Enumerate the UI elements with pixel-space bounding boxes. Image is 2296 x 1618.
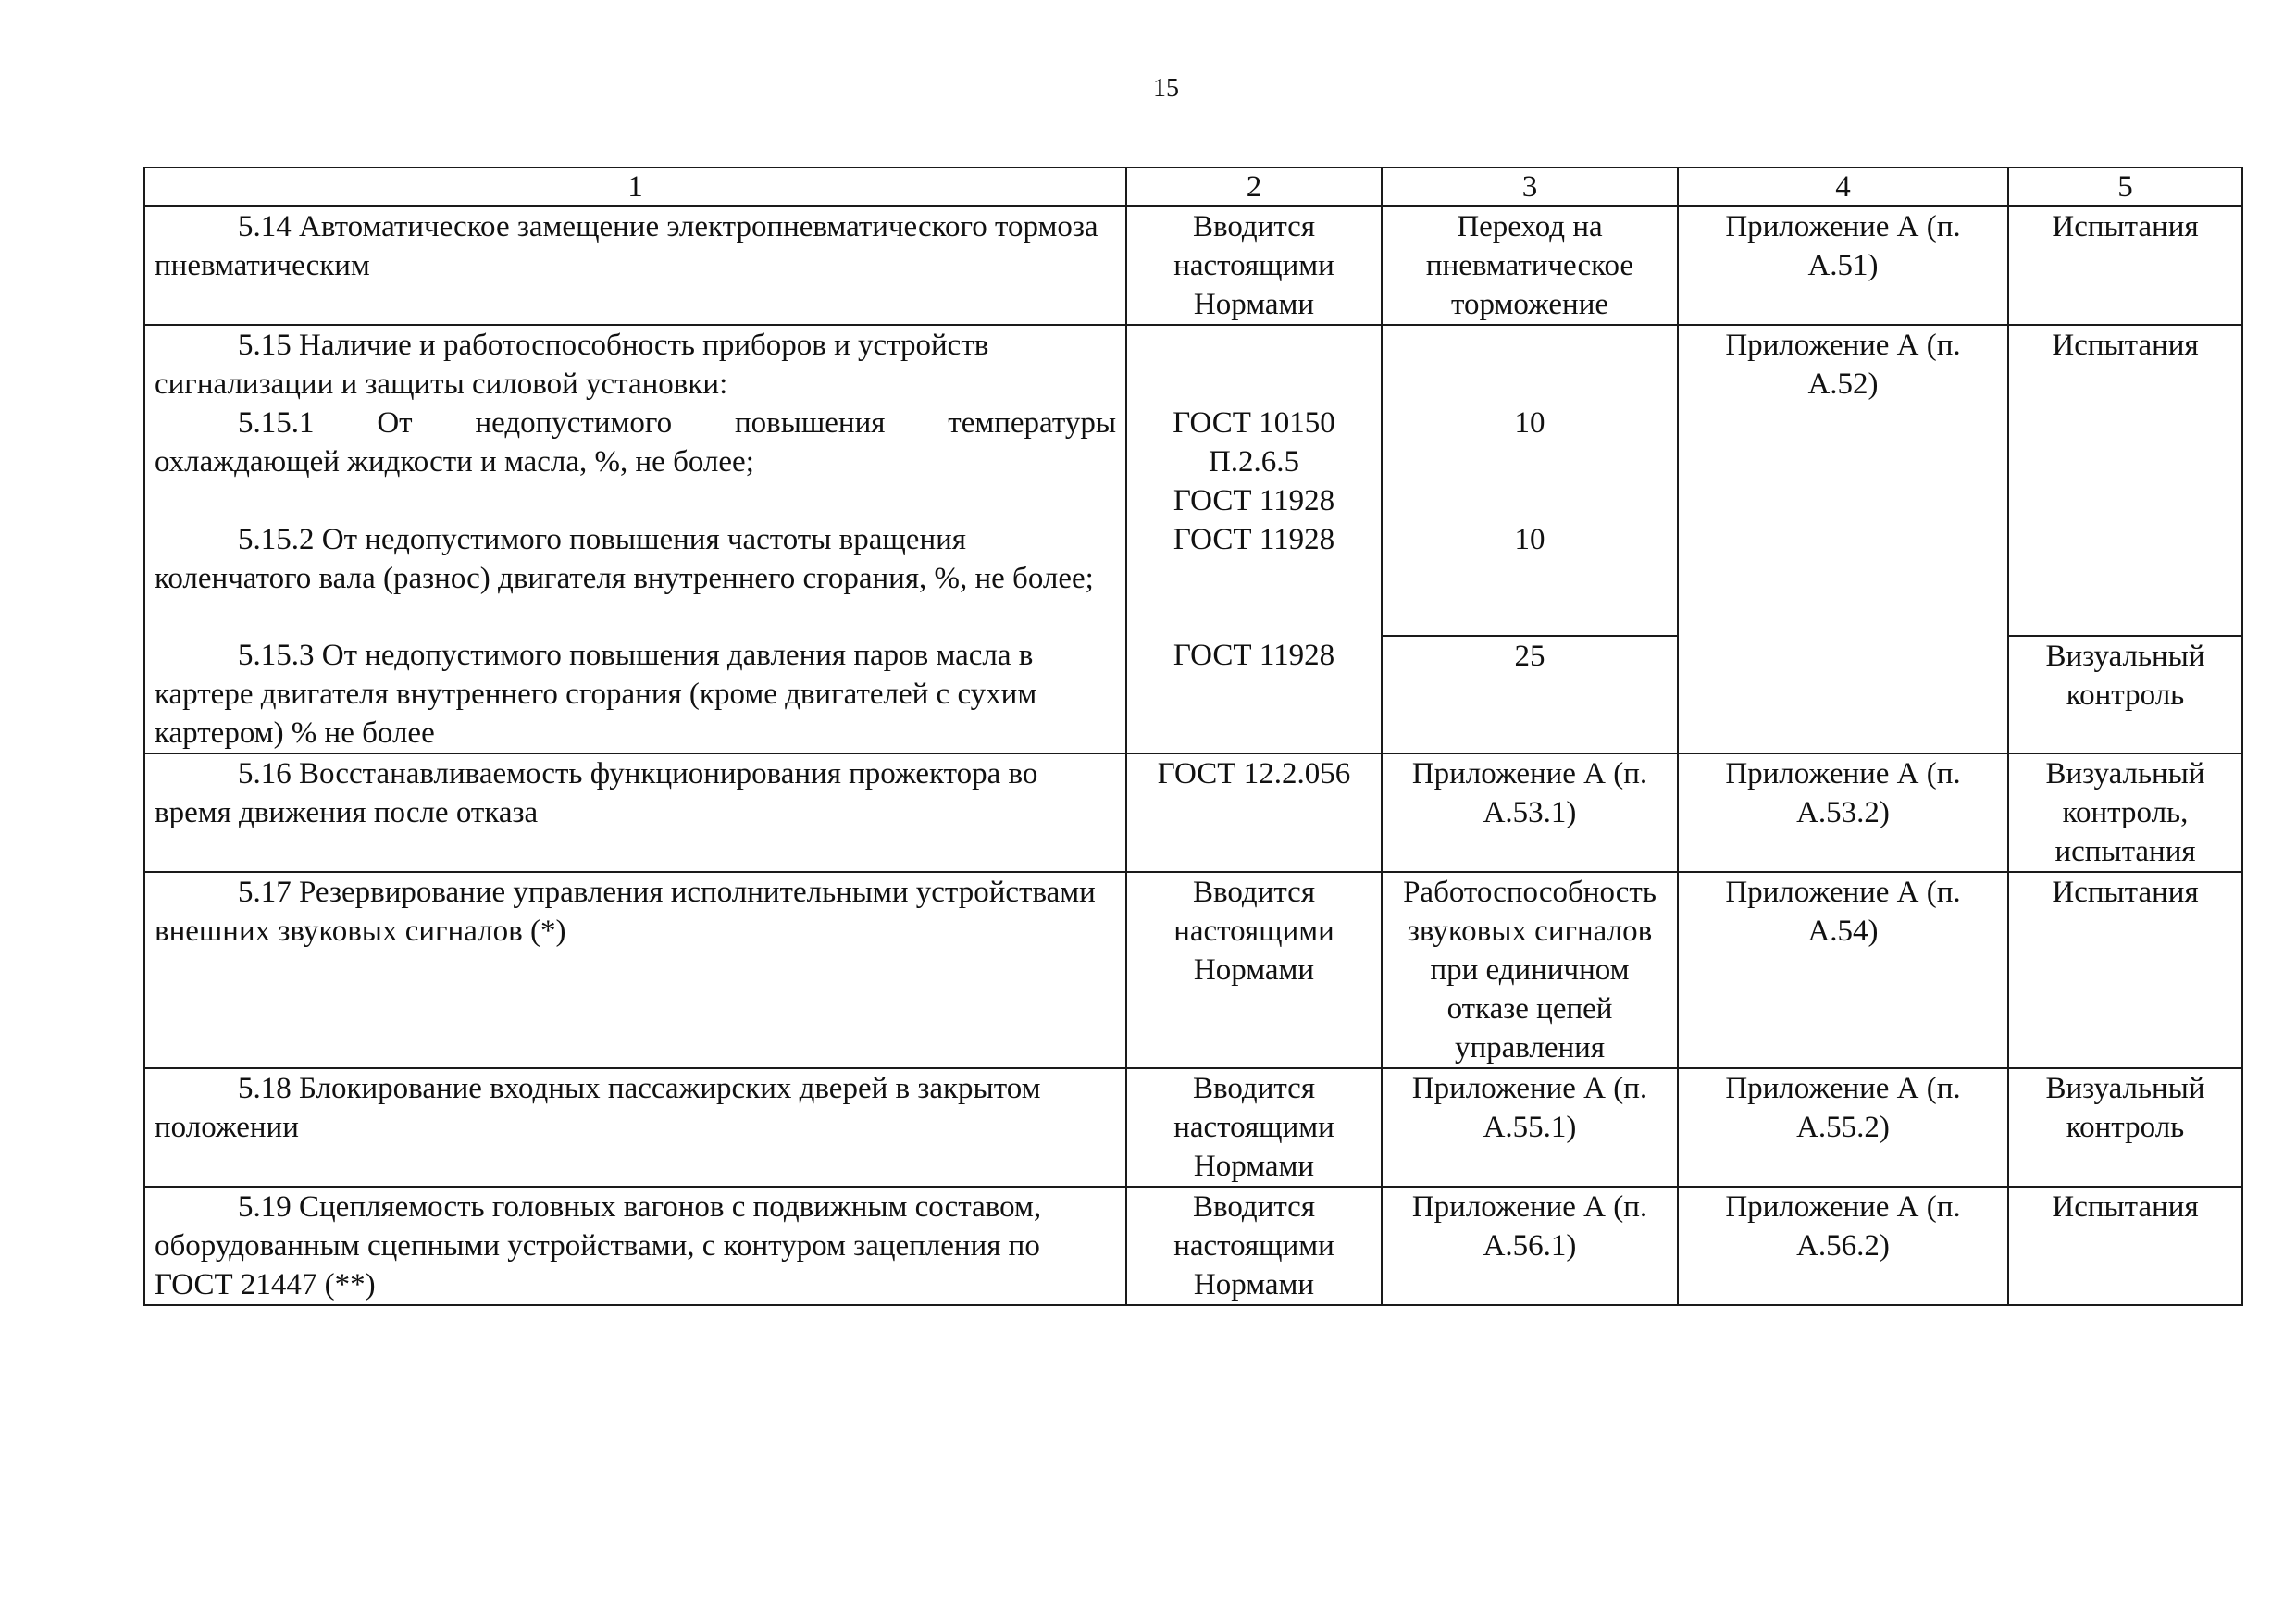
requirement-cell: 5.16 Восстанавливаемость функционирования прожектора во время движения после отказа [144,753,1126,872]
method-cell: Приложение А (п. А.56.2) [1678,1187,2008,1305]
norm-cell: Работоспособность звуковых сигналов при единичном отказе цепей управления [1382,872,1678,1068]
column-header-5: 5 [2008,168,2242,206]
source-cell: Вводится настоящими Нормами [1126,872,1382,1068]
norm-5-15-3: 25 [1382,636,1678,753]
requirement-cell: 5.18 Блокирование входных пассажирских дверей в закрытом положении [144,1068,1126,1187]
column-header-3: 3 [1382,168,1678,206]
requirement-cell: 5.17 Резервирование управления исполнительными устройствами внешних звуковых сигналов (*) [144,872,1126,1068]
source-cell: Вводится настоящими Нормами [1126,206,1382,325]
source-5-15-1-line1: ГОСТ 10150 [1173,406,1335,440]
requirement-5-15-1 [155,404,1116,481]
table-header-row [144,168,2242,206]
requirement-5-15-1-word-a: От [377,406,413,440]
control-cell: Визуальный контроль [2008,1068,2242,1187]
control-cell: Испытания [2008,206,2242,325]
table-row-5-16 [144,753,2242,872]
requirements-table [143,167,2243,1306]
method-cell: Приложение А (п. А.55.2) [1678,1068,2008,1187]
method-cell: Приложение А (п. А.52) [1678,325,2008,753]
source-5-15-1-line3: ГОСТ 11928 [1173,484,1335,517]
method-cell: Приложение А (п. А.53.2) [1678,753,2008,872]
control-cell: Испытания [2008,872,2242,1068]
method-cell: Приложение А (п. А.51) [1678,206,2008,325]
control-cell: Визуальный контроль [2008,636,2242,753]
norm-cell [1382,325,1678,636]
requirement-cell [144,325,1126,636]
requirement-5-15-1-word-b: недопустимого [475,406,673,440]
source-cell [1126,325,1382,636]
table-row-5-19 [144,1187,2242,1305]
control-cell: Испытания [2008,325,2242,636]
table-row-5-17 [144,872,2242,1068]
requirement-5-15-2: 5.15.2 От недопустимого повышения частоты вращения коленчатого вала (разнос) двигателя внутреннего сгорания, %, не более; [155,523,1094,595]
control-cell: Испытания [2008,1187,2242,1305]
requirement-5-15-1-word-d: температуры [948,406,1116,440]
requirement-5-15-title: 5.15 Наличие и работоспособность приборов и устройств сигнализации и защиты силовой установки: [155,329,989,401]
table-row-5-14 [144,206,2242,325]
table-row-5-18 [144,1068,2242,1187]
requirement-5-15-1-rest: охлаждающей жидкости и масла, %, не более; [155,445,754,479]
requirement-cell: 5.14 Автоматическое замещение электропневматического тормоза пневматическим [144,206,1126,325]
column-header-1: 1 [144,168,1126,206]
source-5-15-3: ГОСТ 11928 [1126,636,1382,753]
method-cell: Приложение А (п. А.54) [1678,872,2008,1068]
requirement-5-15-1-number: 5.15.1 [238,406,315,440]
page-number: 15 [1153,74,1179,103]
source-5-15-2: ГОСТ 11928 [1173,523,1335,556]
column-header-4: 4 [1678,168,2008,206]
norm-5-15-1: 10 [1514,406,1545,440]
requirement-5-15-1-word-c: повышения [734,406,886,440]
requirement-5-15-3: 5.15.3 От недопустимого повышения давления паров масла в картере двигателя внутреннего сгорания (кроме двигателей с сухим картером) % не более [144,636,1126,753]
norm-cell: Приложение А (п. А.53.1) [1382,753,1678,872]
norm-cell: Переход на пневматическое торможение [1382,206,1678,325]
norm-cell: Приложение А (п. А.55.1) [1382,1068,1678,1187]
source-5-15-1-line2: П.2.6.5 [1208,445,1300,479]
source-cell: Вводится настоящими Нормами [1126,1187,1382,1305]
column-header-2: 2 [1126,168,1382,206]
table-row-5-15 [144,325,2242,636]
norm-5-15-2: 10 [1514,523,1545,556]
control-cell: Визуальный контроль, испытания [2008,753,2242,872]
norm-cell: Приложение А (п. А.56.1) [1382,1187,1678,1305]
source-cell: ГОСТ 12.2.056 [1126,753,1382,872]
source-cell: Вводится настоящими Нормами [1126,1068,1382,1187]
requirement-cell: 5.19 Сцепляемость головных вагонов с подвижным составом, оборудованным сцепными устройствами, с контуром зацепления по ГОСТ 21447 (**) [144,1187,1126,1305]
